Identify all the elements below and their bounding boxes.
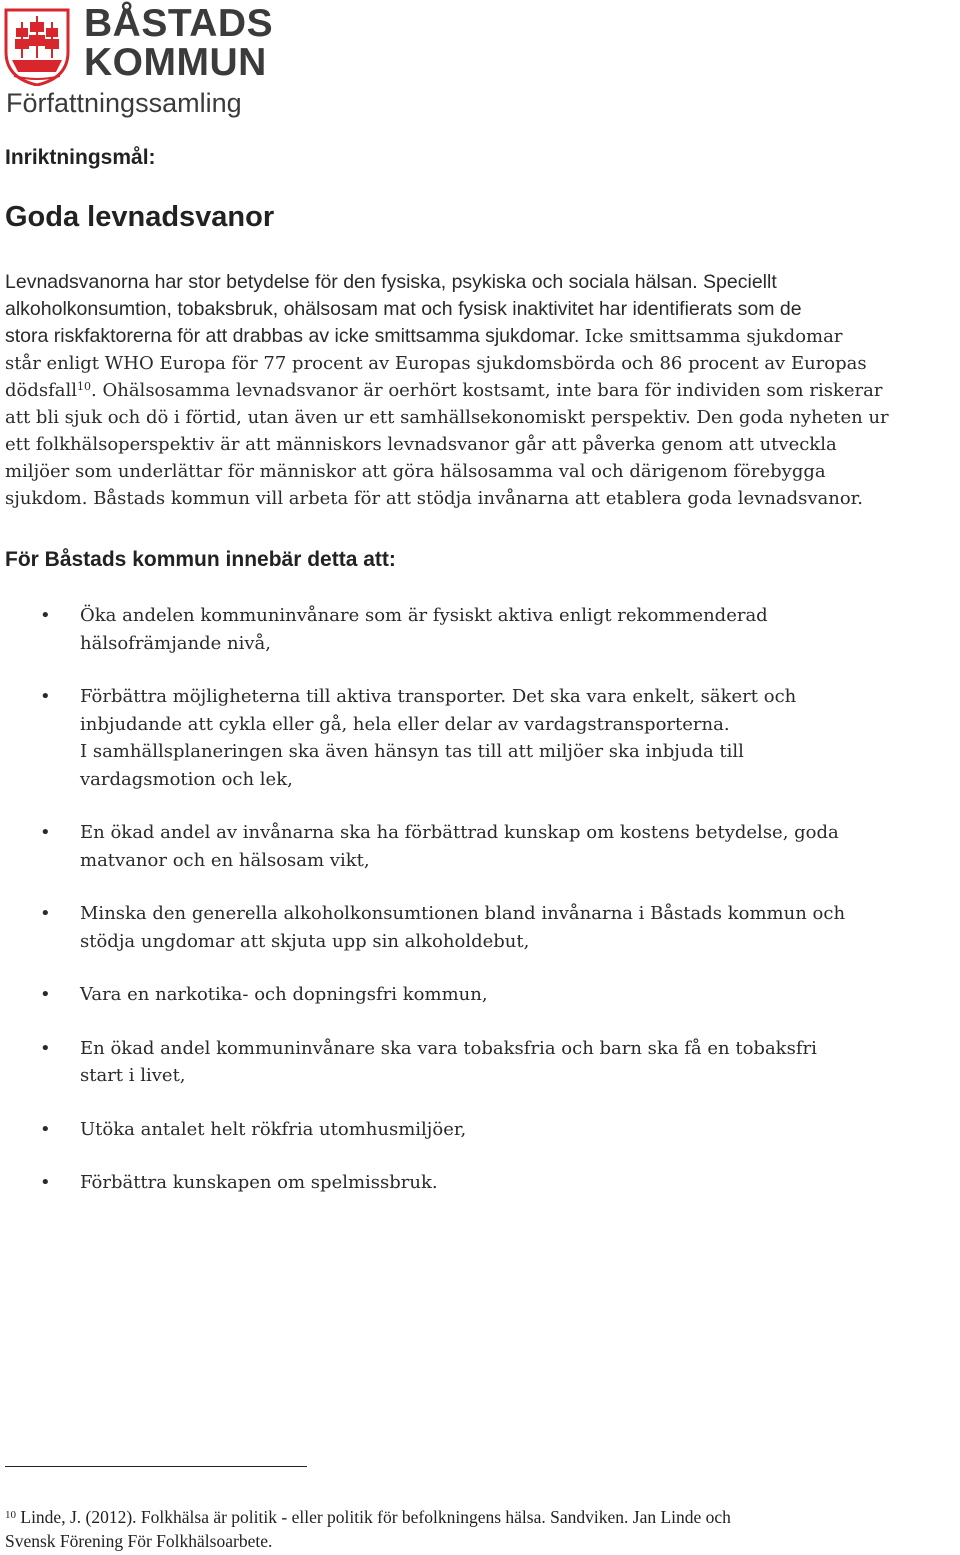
bullet-icon: • [40,984,51,1005]
brand-subtitle: Författningssamling [6,88,242,118]
bullet-icon: • [40,903,51,924]
bullet-icon: • [40,605,51,626]
footnote-divider [5,1466,307,1467]
list-item: • Vara en narkotika- och dopningsfri kommun, [0,981,940,1009]
list-item: • Minska den generella alkoholkonsumtionen bland invånarna i Båstads kommun och stödja ungdomar att skjuta upp sin alkoholdebut, [0,900,940,955]
header [4,4,284,120]
list-item: • En ökad andel av invånarna ska ha förbättrad kunskap om kostens betydelse, goda matvanor och en hälsosam vikt, [0,819,940,874]
intro-line: alkoholkonsumtion, tobaksbruk, ohälsosam mat och fysisk inaktivitet har identifierats som de [5,298,802,320]
list-item: • Utöka antalet helt rökfria utomhusmiljöer, [0,1116,940,1144]
intro-line: dödsfall$^{10}$. Ohälsosamma levnadsvanor är oerhört kostsamt, inte bara för individen som riskerar [5,380,883,401]
brand-line-2: KOMMUN [84,41,267,84]
bullet-icon: • [40,1118,51,1140]
bullet-icon: • [40,1172,51,1193]
intro-paragraph [5,269,955,512]
intro-line: Levnadsvanorna har stor betydelse för den fysiska, psykiska och sociala hälsan. Speciellt [5,271,777,293]
page-title: Goda levnadsvanor [5,201,275,233]
intro-line: sjukdom. Båstads kommun vill arbeta för att stödja invånarna att etablera goda levnadsvanor. [5,488,864,509]
section-heading: För Båstads kommun innebär detta att: [5,548,396,571]
kicker-heading: Inriktningsmål: [5,146,156,169]
list-item: • Förbättra kunskapen om spelmissbruk. [0,1169,940,1197]
footnote: $^{10}$ Linde, J. (2012). Folkhälsa är politik - eller politik för befolkningens hälsa. Sandviken. Jan Linde och Svensk Förening För Folkhälsoarbete. [5,1507,731,1551]
bullet-icon: • [40,1037,51,1059]
goals-list [0,602,940,1223]
footnote-number: 10 [5,1509,16,1521]
brand-line-1: BÅSTADS [84,2,274,45]
intro-line: stora riskfaktorerna för att drabbas av icke smittsamma sjukdomar. Icke smittsamma sjukdomar [5,325,843,347]
footnote-ref: 10 [77,380,92,393]
intro-line: ett folkhälsoperspektiv är att människors levnadsvanor går att påverka genom att utveckla [5,434,837,455]
bullet-icon: • [40,822,51,843]
list-item: • En ökad andel kommuninvånare ska vara tobaksfria och barn ska få en tobaksfri start i livet, [0,1035,940,1090]
list-item: • Förbättra möjligheterna till aktiva transporter. Det ska vara enkelt, säkert och inbjudande att cykla eller gå, hela eller delar av vardagstransporterna. I samhällsplaneringen ska även hänsyn tas till att miljöer ska inbjuda till vardagsmotion och lek, [0,683,940,793]
list-item: • Öka andelen kommuninvånare som är fysiskt aktiva enligt rekommenderad hälsofrämjande nivå, [0,602,940,657]
bullet-icon: • [40,686,51,707]
intro-line: att bli sjuk och dö i förtid, utan även ur ett samhällsekonomiskt perspektiv. Den goda nyheten ur [5,407,889,428]
ship-crest-icon [4,8,70,86]
intro-line: står enligt WHO Europa för 77 procent av Europas sjukdomsbörda och 86 procent av Europas [5,353,867,374]
intro-line: miljöer som underlättar för människor att göra hälsosamma val och därigenom förebygga [5,461,826,482]
